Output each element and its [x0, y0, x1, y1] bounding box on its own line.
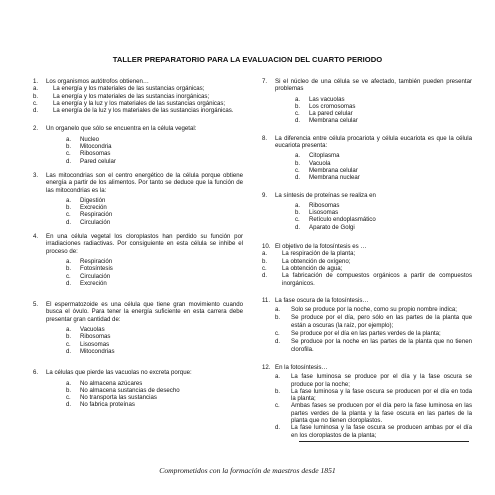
question-1: [33, 78, 243, 114]
option-letter: c.: [33, 99, 38, 107]
option-text: Ribosomas: [309, 201, 340, 209]
option-d: [33, 107, 243, 114]
option-text: Pared celular: [80, 157, 116, 165]
option-text: Ambas fases se producen por el día pero la fase luminosa en las partes verdes de la planta y la fase oscura en las partes de la planta que no tienen cloroplastos.: [291, 402, 472, 424]
footer-motto: Comprometidos con la formación de maestros desde 1851: [159, 466, 336, 475]
question-number: 1.: [33, 78, 39, 85]
option-letter: b.: [66, 333, 72, 341]
option-letter: d.: [66, 157, 72, 165]
option-text: La energía de la luz y los materiales de las sustancias inorgánicas.: [53, 107, 234, 115]
option-text: Ribosomas: [80, 333, 111, 341]
option-a: [33, 136, 243, 143]
option-text: Las vacuolas: [309, 95, 345, 103]
option-letter: d.: [295, 174, 301, 182]
option-c: [33, 150, 243, 157]
option-d: [262, 424, 472, 439]
option-text: Retículo endoplasmático: [309, 216, 376, 224]
option-text: La energía y los materiales de las sustancias orgánicas;: [53, 85, 205, 93]
option-list: [33, 197, 243, 226]
option-d: [33, 219, 243, 226]
option-text: Lisosomas: [80, 340, 110, 348]
question-text: En la fotosíntesis…: [275, 363, 328, 371]
option-list: [262, 152, 472, 181]
option-text: Aparato de Golgi: [309, 223, 355, 231]
option-letter: b.: [295, 209, 301, 217]
option-text: Solo se produce por la noche, como su propio nombre indica;: [291, 306, 457, 314]
option-c: [262, 330, 472, 337]
option-letter: c.: [66, 211, 71, 219]
option-letter: c.: [262, 264, 267, 272]
option-letter: b.: [66, 143, 72, 151]
option-text: Digestión: [80, 196, 106, 204]
option-letter: b.: [295, 159, 301, 167]
option-b: [33, 93, 243, 100]
option-d: [33, 158, 243, 165]
option-text: Membrana celular: [309, 166, 358, 174]
option-letter: d.: [66, 347, 72, 355]
option-list: [262, 96, 472, 125]
question-11: [262, 297, 472, 353]
question-text: La fase oscura de la fotosíntesis…: [275, 296, 369, 304]
option-list: [33, 136, 243, 165]
option-b: [262, 160, 472, 167]
question-text: Las mitocondrias son el centro energético de la célula porque obtiene energía a partir de los alimentos. Por tanto se deduce que la función de las mitocondrias es la:: [46, 171, 243, 194]
option-b: [262, 103, 472, 110]
option-letter: b.: [275, 314, 281, 322]
option-list: [262, 306, 472, 353]
option-text: Citoplasma: [309, 152, 340, 160]
option-text: La pared celular: [309, 110, 353, 118]
question-number: 6.: [33, 369, 39, 377]
right-column: [262, 78, 472, 442]
option-text: No almacena azúcares: [80, 379, 143, 387]
question-7: [262, 78, 472, 125]
option-letter: b.: [33, 92, 39, 100]
option-b: [33, 387, 243, 394]
option-text: Fotosíntesis: [80, 265, 113, 273]
option-text: La fabricación de compuestos orgánicos a partir de compuestos inorgánicos.: [282, 272, 472, 287]
question-text: Los organismos autótrofos obtienen…: [46, 78, 149, 85]
option-c: [33, 394, 243, 401]
option-text: No fabrica proteínas: [80, 401, 135, 409]
option-d: [262, 272, 472, 287]
option-letter: a.: [66, 135, 72, 143]
option-text: Excreción: [80, 279, 107, 287]
option-text: Circulación: [80, 272, 111, 280]
question-8: [262, 135, 472, 182]
option-d: [262, 224, 472, 231]
option-letter: a.: [275, 373, 281, 381]
question-6: [33, 369, 243, 408]
question-number: 2.: [33, 125, 39, 133]
question-number: 3.: [33, 171, 39, 179]
answer-underline: [299, 441, 469, 442]
option-text: Vacuola: [309, 159, 331, 167]
option-letter: b.: [295, 102, 301, 110]
option-letter: b.: [66, 386, 72, 394]
option-letter: a.: [66, 379, 72, 387]
option-letter: c.: [66, 394, 71, 402]
option-b: [262, 314, 472, 329]
question-number: 4.: [33, 233, 39, 241]
option-c: [262, 216, 472, 223]
option-a: [262, 202, 472, 209]
question-number: 7.: [262, 78, 268, 85]
option-letter: c.: [275, 330, 280, 338]
option-letter: c.: [295, 216, 300, 224]
option-letter: a.: [66, 257, 72, 265]
option-letter: b.: [275, 387, 281, 395]
option-text: La obtención de oxígeno;: [282, 257, 351, 265]
question-2: [33, 125, 243, 164]
option-text: Respiración: [80, 257, 113, 265]
option-c: [33, 211, 243, 218]
option-list: [262, 202, 472, 231]
option-text: Lisosomas: [309, 209, 339, 217]
option-letter: d.: [295, 117, 301, 125]
option-d: [262, 174, 472, 181]
option-letter: c.: [66, 272, 71, 280]
option-a: [33, 380, 243, 387]
option-text: Se produce por la noche en las partes de la planta que no tienen clorofila.: [291, 338, 472, 353]
option-a: [262, 96, 472, 103]
option-letter: b.: [66, 265, 72, 273]
option-text: La fase luminosa y la fase oscura se producen por el día en toda la planta;: [291, 387, 472, 403]
question-number: 12.: [262, 363, 271, 371]
option-list: [262, 250, 472, 286]
option-d: [33, 348, 243, 355]
option-text: Se produce por el día, pero sólo en las partes de la planta que están a oscuras (la raíz, por ejemplo);: [291, 314, 472, 329]
option-a: [262, 250, 472, 257]
option-letter: b.: [262, 257, 268, 265]
option-letter: c.: [66, 340, 71, 348]
option-letter: a.: [66, 326, 72, 334]
question-3: [33, 172, 243, 226]
option-a: [262, 152, 472, 159]
option-text: Vacuolas: [80, 326, 105, 334]
option-text: Nucleo: [80, 135, 99, 143]
option-c: [262, 110, 472, 117]
option-c: [33, 273, 243, 280]
option-letter: d.: [295, 223, 301, 231]
option-c: [262, 265, 472, 272]
option-text: La energía y los materiales de las sustancias inorgánicas;: [53, 92, 210, 100]
option-d: [33, 401, 243, 408]
option-letter: d.: [275, 424, 281, 432]
question-number: 8.: [262, 134, 268, 142]
option-text: Membrana nuclear: [309, 174, 360, 182]
option-c: [262, 402, 472, 424]
question-text: La síntesis de proteínas se realiza en: [275, 191, 376, 199]
option-letter: d.: [66, 279, 72, 287]
option-text: Membrana celular: [309, 117, 358, 125]
option-b: [33, 143, 243, 150]
question-text: Un organelo que sólo se encuentra en la célula vegetal:: [46, 125, 197, 133]
option-text: Mitocondria: [80, 143, 112, 151]
option-c: [33, 100, 243, 107]
option-letter: a.: [262, 250, 268, 258]
option-letter: a.: [33, 85, 39, 93]
option-letter: a.: [295, 152, 301, 160]
option-text: La fase luminosa se produce por el día y la fase oscura se produce por la noche;: [291, 373, 472, 388]
option-c: [33, 341, 243, 348]
option-letter: a.: [275, 306, 281, 314]
option-letter: a.: [295, 201, 301, 209]
option-letter: c.: [275, 402, 280, 410]
question-10: [262, 243, 472, 287]
option-text: Ribosomas: [80, 150, 111, 158]
question-number: 11.: [262, 296, 271, 304]
option-a: [262, 373, 472, 388]
option-text: Excreción: [80, 204, 107, 212]
document-title: TALLER PREPARATORIO PARA LA EVALUACION DEL CUARTO PERIODO: [112, 55, 383, 64]
option-list: [33, 326, 243, 355]
option-d: [262, 117, 472, 124]
option-b: [262, 258, 472, 265]
question-text: El objetivo de la fotosíntesis es …: [275, 243, 367, 251]
question-text: La diferencia entre célula procariota y célula eucariota es que la célula eucariota presenta:: [275, 134, 472, 150]
option-text: No almacena sustancias de desecho: [80, 386, 180, 394]
option-a: [33, 197, 243, 204]
option-list: [33, 85, 243, 114]
option-b: [262, 209, 472, 216]
option-c: [262, 167, 472, 174]
question-9: [262, 192, 472, 231]
option-text: Se produce por el día en las partes verdes de la planta;: [291, 330, 441, 338]
option-text: La respiración de la planta;: [282, 250, 356, 258]
option-text: Mitocondrias: [80, 347, 115, 355]
question-number: 5.: [33, 301, 39, 309]
option-a: [33, 258, 243, 265]
option-text: Circulación: [80, 218, 111, 226]
option-letter: d.: [66, 401, 72, 409]
question-text: La células que pierde las vacuolas no excreta porque:: [46, 369, 192, 377]
question-number: 10.: [262, 243, 271, 251]
option-b: [262, 388, 472, 403]
option-list: [33, 258, 243, 287]
option-letter: a.: [295, 95, 301, 103]
option-letter: c.: [295, 166, 300, 174]
option-list: [262, 373, 472, 439]
option-letter: c.: [66, 150, 71, 158]
left-column: [33, 78, 243, 409]
option-text: Los cromosomas: [309, 102, 356, 110]
option-letter: d.: [33, 107, 39, 115]
option-b: [33, 333, 243, 340]
option-letter: d.: [66, 218, 72, 226]
option-letter: a.: [66, 196, 72, 204]
question-text: En una célula vegetal los cloroplastos han perdido su función por irradiaciones radiactivas. Por consiguiente en esta célula se inhibe el proceso de:: [46, 233, 243, 255]
option-text: No transporta las sustancias: [80, 394, 157, 402]
question-5: [33, 301, 243, 355]
option-letter: b.: [66, 204, 72, 212]
question-12: [262, 364, 472, 442]
option-letter: d.: [262, 272, 268, 280]
question-4: [33, 233, 243, 287]
option-a: [262, 306, 472, 313]
option-a: [33, 326, 243, 333]
option-b: [33, 204, 243, 211]
option-text: Respiración: [80, 211, 113, 219]
option-text: La energía y la luz y los materiales de las sustancias orgánicas;: [53, 99, 226, 107]
option-text: La fase luminosa y la fase oscura se producen ambas por el día en los cloroplastos de la planta;: [291, 424, 472, 439]
option-d: [33, 280, 243, 287]
option-b: [33, 265, 243, 272]
option-letter: c.: [295, 110, 300, 118]
question-text: Si el núcleo de una célula se ve afectado, también pueden presentar problemas: [275, 78, 472, 93]
question-text: El espermatozoide es una célula que tiene gran movimiento cuando busca el óvulo. Para tener la energía suficiente en esta carrera debe presentar gran cantidad de:: [46, 301, 243, 323]
option-a: [33, 85, 243, 92]
option-list: [33, 380, 243, 409]
option-letter: d.: [275, 338, 281, 346]
option-d: [262, 338, 472, 353]
option-text: La obtención de agua;: [282, 264, 343, 272]
question-number: 9.: [262, 191, 268, 199]
